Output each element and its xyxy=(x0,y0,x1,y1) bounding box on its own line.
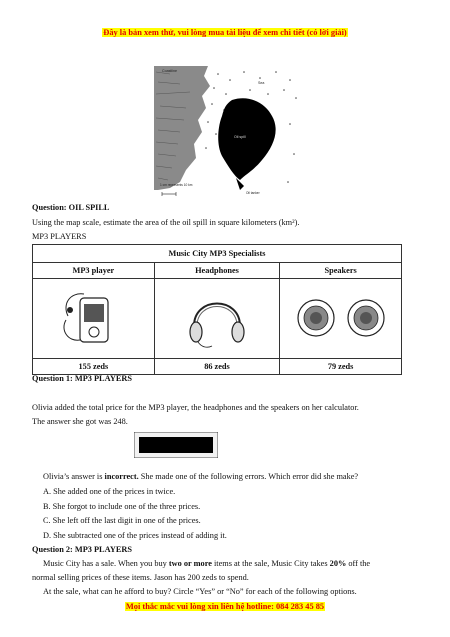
speakers-icon xyxy=(291,293,391,343)
svg-text:Oil tanker: Oil tanker xyxy=(246,191,260,195)
calculator-readout: 248 xyxy=(190,442,209,453)
price-headphones: 86 zeds xyxy=(154,359,279,375)
table-title: Music City MP3 Specialists xyxy=(33,245,402,263)
q1-heading: Question 1: MP3 PLAYERS xyxy=(32,374,132,383)
q2-paragraph-1: Music City has a sale. When you buy two or more items at the sale, Music City takes 20% off the xyxy=(43,559,371,568)
q1-option-d: D. She subtracted one of the prices instead of adding it. xyxy=(43,531,227,540)
hotline-banner: Mọi thắc mắc vui lòng xin liên hệ hotline: 084 283 45 85 xyxy=(125,602,325,611)
header-mp3-player: MP3 player xyxy=(33,263,155,279)
svg-text:Coastline: Coastline xyxy=(162,69,177,73)
calculator-display xyxy=(134,432,218,458)
price-mp3-player: 155 zeds xyxy=(33,359,155,375)
oil-spill-heading: Question: OIL SPILL xyxy=(32,203,110,212)
price-speakers: 79 zeds xyxy=(280,359,402,375)
svg-text:1 cm represents 10 km: 1 cm represents 10 km xyxy=(160,183,193,187)
preview-banner: Đây là bản xem thử, vui lòng mua tài liệu để xem chi tiết (có lời giải) xyxy=(103,28,347,37)
mp3-price-table xyxy=(32,244,402,375)
q1-option-c: C. She left off the last digit in one of the prices. xyxy=(43,516,201,525)
header-speakers: Speakers xyxy=(280,263,402,279)
svg-text:Sea: Sea xyxy=(258,81,265,85)
q1-option-b: B. She forgot to include one of the three prices. xyxy=(43,502,201,511)
mp3-player-image-cell xyxy=(33,279,155,359)
q1-line1: Olivia added the total price for the MP3 player, the headphones and the speakers on her calculator. xyxy=(32,403,359,412)
headphones-icon xyxy=(182,286,252,350)
q1-stem: Olivia’s answer is incorrect. She made one of the following errors. Which error did she make? xyxy=(43,472,359,481)
header-headphones: Headphones xyxy=(154,263,279,279)
svg-text:Oil spill: Oil spill xyxy=(234,135,246,139)
q2-paragraph-1-cont: normal selling prices of these items. Jason has 200 zeds to spend. xyxy=(32,573,249,582)
q1-line2: The answer she got was 248. xyxy=(32,417,128,426)
q2-paragraph-2: At the sale, what can he afford to buy? Circle “Yes” or “No” for each of the following options. xyxy=(43,587,357,596)
q1-option-a: A. She added one of the prices in twice. xyxy=(43,487,176,496)
speakers-image-cell xyxy=(280,279,402,359)
q2-heading: Question 2: MP3 PLAYERS xyxy=(32,545,132,554)
oil-spill-prompt: Using the map scale, estimate the area of the oil spill in square kilometers (km²). xyxy=(32,218,300,227)
mp3-player-icon xyxy=(58,286,128,350)
oil-spill-map xyxy=(150,64,300,199)
headphones-image-cell xyxy=(154,279,279,359)
section-label: MP3 PLAYERS xyxy=(32,232,87,241)
